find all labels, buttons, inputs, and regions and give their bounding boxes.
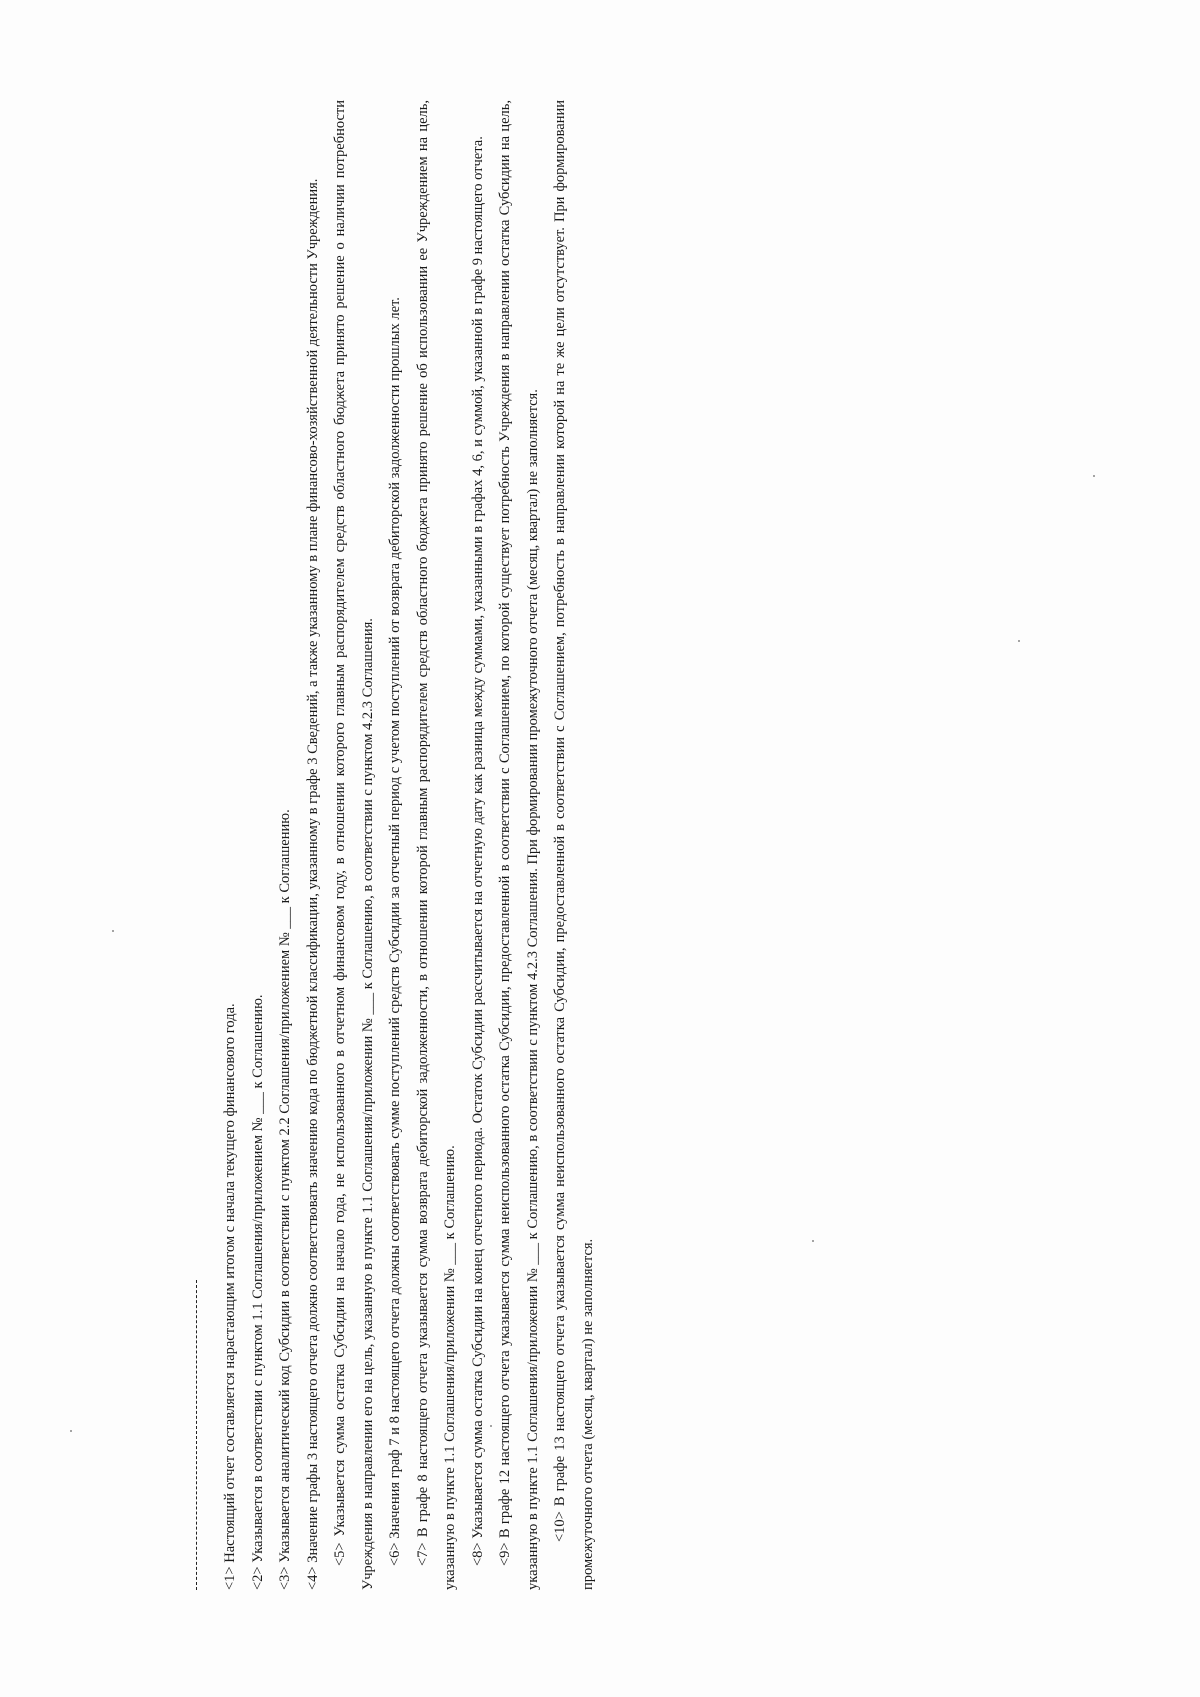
footnotes-block: [196, 100, 602, 1590]
footnote-1: <1> Настоящий отчет составляется нарастающим итогом с начала текущего финансового года.: [222, 1003, 238, 1590]
scan-speck: [70, 1430, 72, 1432]
footnote-10: <10> В графе 13 настоящего отчета указывается сумма неиспользованного остатка Субсидии, предоставленной в соответствии с Соглашением, потребность в направлении которой на те же цели отсутствует. При формировании промежуточного отчета (месяц, квартал) не заполняется.: [552, 100, 596, 1590]
footnote-separator: [196, 1280, 197, 1590]
footnote-3: <3> Указывается аналитический код Субсидии в соответствии с пунктом 2.2 Соглашения/приложением № ___ к Соглашению.: [277, 809, 293, 1590]
footnote-2: <2> Указывается в соответствии с пунктом 1.1 Соглашения/приложением № ___ к Соглашению.: [249, 994, 266, 1590]
footnote-4: <4> Значение графы 3 настоящего отчета должно соответствовать значению кода по бюджетной классификации, указанному в графе 3 Сведений, а также указанному в плане финансово-хозяйственной деятельности Учреждения.: [304, 178, 321, 1590]
scan-speck: [1018, 640, 1020, 642]
scan-speck: [812, 1240, 814, 1242]
footnote-7: <7> В графе 8 настоящего отчета указывается сумма возврата дебиторской задолженности, в отношении которой главным распорядителем средств областного бюджета принято решение об использовании ее Учреждением на цель, указанную в пункте 1.1 Соглашения/приложении № ___ к Соглашению.: [414, 100, 458, 1590]
footnote-6: <6> Значения граф 7 и 8 настоящего отчета должны соответствовать сумме поступлений средств Субсидии за отчетный период с учетом поступлений от возврата дебиторской задолженности прошлых лет.: [387, 297, 403, 1566]
footnote-8: <8> Указывается сумма остатка Субсидии на конец отчетного периода. Остаток Субсидии рассчитывается на отчетную дату как разница между суммами, указанными в графах 4, 6, и суммой, указанной в графе 9 настоящего отчета.: [469, 136, 486, 1566]
scan-speck: [112, 930, 114, 932]
scan-speck: [1093, 475, 1095, 477]
footnote-5: <5> Указывается сумма остатка Субсидии на начало года, не использованного в отчетном финансовом году, в отношении которого главным распорядителем средств областного бюджета принято решение о наличии потребности Учреждения в направлении его на цель, указанную в пункте 1.1 Соглашения/приложении № ___ к Соглашению, в соответствии с пунктом 4.2.3 Соглашения.: [332, 100, 376, 1590]
scan-speck: [490, 1425, 492, 1427]
footnote-9: <9> В графе 12 настоящего отчета указывается сумма неиспользованного остатка Субсидии, предоставленной в соответствии с Соглашением, по которой существует потребность Учреждения в направлении остатка Субсидии на цель, указанную в пункте 1.1 Соглашения/приложении № ___ к Соглашению, в соответствии с пунктом 4.2.3 Соглашения. При формировании промежуточного отчета (месяц, квартал) не заполняется.: [497, 100, 541, 1590]
